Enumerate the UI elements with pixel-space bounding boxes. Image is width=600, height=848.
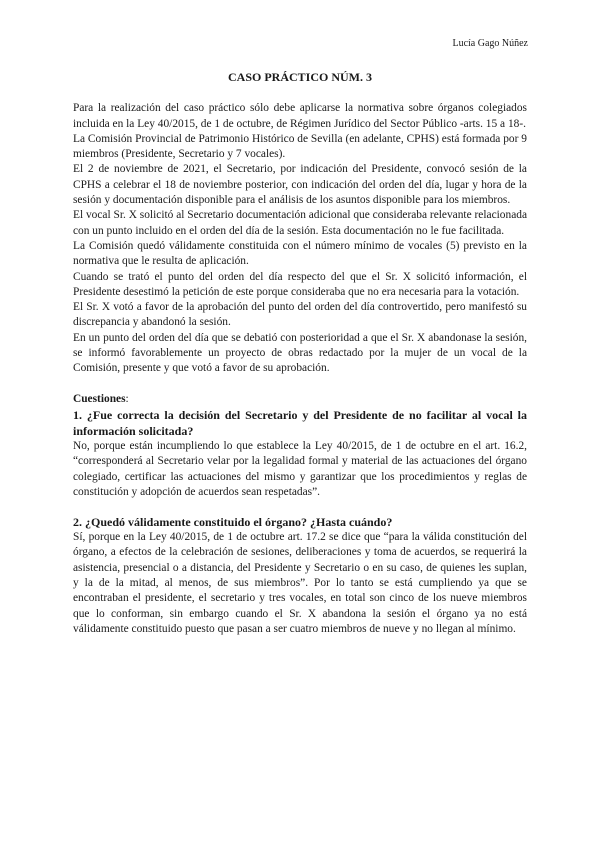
questions-heading: Cuestiones: bbox=[73, 392, 129, 405]
statement-paragraph: Para la realización del caso práctico sólo debe aplicarse la normativa sobre órganos colegiados incluida en la Ley 40/2015, de 1 de octubre, de Régimen Jurídico del Sector Público -arts. 15 a 18-. bbox=[73, 102, 527, 130]
statement-paragraph: El 2 de noviembre de 2021, el Secretario, por indicación del Presidente, convocó sesión de la CPHS a celebrar el 18 de noviembre posterior, con indicación del orden del día, lugar y hora de la sesión y documentación disponible para el análisis de los asuntos disponible para los miembros. bbox=[73, 163, 527, 207]
statement-paragraph: La Comisión Provincial de Patrimonio Histórico de Sevilla (en adelante, CPHS) está formada por 9 miembros (Presidente, Secretario y 7 vocales). bbox=[73, 132, 527, 161]
document-title: CASO PRÁCTICO NÚM. 3 bbox=[228, 70, 372, 84]
question-1: 1. ¿Fue correcta la decisión del Secretario y del Presidente de no facilitar al vocal la información solicitada? bbox=[73, 407, 527, 438]
answer-2: Sí, porque en la Ley 40/2015, de 1 de octubre art. 17.2 se dice que “para la válida constitución del órgano, a efectos de la celebración de sesiones, deliberaciones y toma de acuerdos, se requerirá la asistencia, presencial o a distancia, del Presidente y Secretario o en su caso, de quienes les suplan, y la de la mitad, al menos, de sus miembros”. Por lo tanto se está cumpliendo ya que se encontraban el presidente, el secretario y tres vocales, en total son cinco de los nueve miembros que lo conforman, sin embargo cuando el Sr. X abandona la sesión el órgano ya no está válidamente constituido puesto que pasan a ser cuatro miembros de nueve y no llegan al mínimo. bbox=[73, 531, 527, 635]
answer-1: No, porque están incumpliendo lo que establece la Ley 40/2015, de 1 de octubre en el art. 16.2, “corresponderá al Secretario velar por la legalidad formal y material de las actuaciones del órgano colegiado, certificar las actuaciones del mismo y garantizar que los procedimientos y reglas de constitución y adopción de acuerdos sean respetadas”. bbox=[73, 439, 527, 498]
question-2: 2. ¿Quedó válidamente constituido el órgano? ¿Hasta cuándo? bbox=[73, 515, 393, 530]
author-name: Lucía Gago Núñez bbox=[452, 38, 528, 49]
statement-paragraph: El vocal Sr. X solicitó al Secretario documentación adicional que consideraba relevante relacionada con un punto incluido en el orden del día de la sesión. Esta documentación no le fue facilitada. bbox=[73, 209, 527, 237]
statement-paragraph: Cuando se trató el punto del orden del día respecto del que el Sr. X solicitó información, el Presidente desestimó la petición de este porque consideraba que no era necesaria para la votación. bbox=[73, 270, 527, 298]
statement-paragraph: El Sr. X votó a favor de la aprobación del punto del orden del día controvertido, pero manifestó su discrepancia y abandonó la sesión. bbox=[73, 301, 527, 329]
statement-paragraph: En un punto del orden del día que se debatió con posterioridad a que el Sr. X abandonase la sesión, se informó favorablemente un proyecto de obras redactado por la mujer de un vocal de la Comisión, presente y que votó a favor de su aprobación. bbox=[73, 331, 527, 375]
document-body bbox=[73, 70, 527, 637]
statement-paragraph: La Comisión quedó válidamente constituida con el número mínimo de vocales (5) previsto en la normativa que le resulta de aplicación. bbox=[73, 239, 527, 268]
